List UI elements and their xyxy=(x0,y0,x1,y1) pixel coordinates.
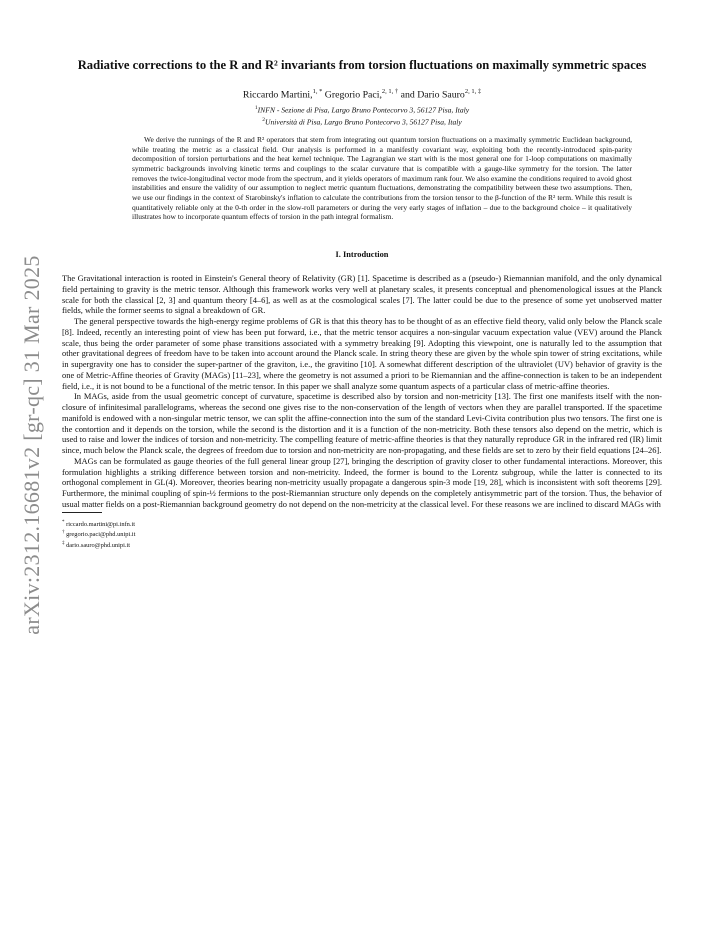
arxiv-id: arXiv:2312.16681v2 [gr-qc] 31 Mar 2025 xyxy=(19,255,44,635)
paragraph: The general perspective towards the high-energy regime problems of GR is that this theory has to be thought of as an effective field theory, valid only below the Planck scale [8]. Indeed, recently an interesting point of view has been put forward, i.e., that the metric tensor acquires a non-singular vacuum expectation value (VEV) around the Planck scale, thus being the order parameter of some phase transitions associated with a symmetry breaking [9]. Adopting this viewpoint, one is naturally led to the assumption that other gravitational degrees of freedom have to be taken into account around the Planck scale. In string theory these are given by the whole spin tower of string excitations, while in supergravity one has to consider the super-partner of the graviton, i.e., the gravitino [10]. A somewhat different description of the ultraviolet (UV) behavior of gravity is the one of Metric-Affine theories of Gravity (MAGs) [11–23], where the geometry is not assumed a priori to be Riemannian and the affine-connection is taken to be an independent field, i.e., it is not bound to be a functional of the metric tensor. In this paper we shall analyze some quantum aspects of a particular class of metric-affine theories. xyxy=(62,316,662,391)
affiliation-text: INFN - Sezione di Pisa, Largo Bruno Pontecorvo 3, 56127 Pisa, Italy xyxy=(257,105,470,115)
paragraph: MAGs can be formulated as gauge theories of the full general linear group [27], bringing the description of gravity closer to other fundamental interactions. Moreover, this formulation highlights a striking difference between torsion and non-metricity. Indeed, the former is bound to the Lorentz subgroup, while the latter is connected to its orthogonal complement in GL(4). Moreover, theories bearing non-metricity usually propagate a dangerous spin-3 mode [19, 28], which is inconsistent with soft theorems [29]. Furthermore, the minimal coupling of spin-½ fermions to the post-Riemannian structure only depends on the completely antisymmetric part of the torsion. Thus, the behavior of usual matter fields on a post-Riemannian background geometry do not depend on the non-metricity at the classical level. For these reasons we are inclined to discard MAGs with xyxy=(62,455,662,509)
footnote xyxy=(62,529,662,539)
footnote-mark: * xyxy=(62,519,65,525)
footnote-email[interactable]: riccardo.martini@pi.infn.it xyxy=(66,520,135,528)
footnote-mark: ‡ xyxy=(62,540,65,546)
affiliation xyxy=(62,115,662,128)
paragraph: The Gravitational interaction is rooted in Einstein's General theory of Relativity (GR) [1]. Spacetime is described as a (pseudo-) Riemannian manifold, and the only dynamical field pertaining to gravity is the metric tensor. Although this framework works very well at planetary scales, it presents conceptual and phenomenological issues at the Planck scale for both the classical [2, 3] and quantum theory [4–6], as well as at the cosmological scales [7]. The latter could be due to the presence of some yet unobserved matter fields, while the former seems to signal a breakdown of GR. xyxy=(62,273,662,316)
abstract: We derive the runnings of the R and R² operators that stem from integrating out quantum torsion fluctuations on a maximally symmetric Euclidean background, while treating the metric as a classical field. Our analysis is performed in a manifestly covariant way, exploiting both the recently-introduced spin-parity decomposition of torsion perturbations and the heat kernel technique. The Lagrangian we start with is the most general one for 1-loop computations on maximally symmetric backgrounds involving kinetic terms and couplings to the scalar curvature that is compatible with a gauge-like symmetry for the torsion. The latter removes the twice-longitudinal vector mode from the spectrum, and it yields operators of maximum rank four. We also examine the conditions required to avoid ghost instabilities and ensure the validity of our assumption to neglect metric quantum fluctuations, demonstrating the compatibility between these two assumptions. Then, we use our findings in the context of Starobinsky's inflation to calculate the contributions from the torsion tensor to the β-function of the R² term. While this result is quantitatively reliable only at the 0-th order in the slow-roll parameters or during the very early stages of inflation – due to the background choice – it qualitatively illustrates how to incorporate quantum effects of torsion in the path integral formalism. xyxy=(132,134,632,222)
footnotes xyxy=(62,519,662,550)
body-text xyxy=(62,273,662,510)
author-mark: 1, * xyxy=(312,87,323,95)
footnote-mark: † xyxy=(62,530,65,536)
author-list xyxy=(62,88,662,100)
arxiv-identifier-sidebar xyxy=(14,255,50,635)
author-name: Gregorio Paci, xyxy=(324,88,382,100)
footnote-email[interactable]: gregorio.paci@phd.unipi.it xyxy=(66,531,136,539)
affiliation-text: Università di Pisa, Largo Bruno Pontecorvo 3, 56127 Pisa, Italy xyxy=(265,117,462,127)
author-mark: 2, 1, ‡ xyxy=(464,87,482,95)
footnote-rule xyxy=(62,512,102,513)
paper-title: Radiative corrections to the R and R² invariants from torsion fluctuations on maximally symmetric spaces xyxy=(77,58,647,72)
affiliation xyxy=(62,103,662,116)
affiliation-number: 1 xyxy=(254,104,258,111)
footnote xyxy=(62,519,662,529)
paper-page xyxy=(62,58,662,550)
paragraph: In MAGs, aside from the usual geometric concept of curvature, spacetime is described also by torsion and non-metricity [13]. The first one manifests itself with the non-closure of infinitesimal parallelograms, whereas the second one gives rise to the non-conservation of the length of vectors when they are parallel transported. If the spacetime manifold is endowed with a non-singular metric tensor, we can split the affine-connection into the sum of the standard Levi-Civita contribution plus two tensors. The first one is the contortion and it depends on the torsion, while the second is the distortion and it is a function of the non-metricity. Both these tensors also depend on the metric, which is used to raise and lower the indices of torsion and non-metricity. The compelling feature of metric-affine theories is that they naturally reproduce GR in the infrared red (IR) limit since, much below the Planck scale, the degrees of freedom due to torsion and non-metricity are non-propagating, and these fields are set to zero by their field equations [24–26]. xyxy=(62,391,662,456)
author-name: Riccardo Martini, xyxy=(242,88,313,100)
author-mark: 2, 1, † xyxy=(381,87,399,95)
footnote-email[interactable]: dario.sauro@phd.unipi.it xyxy=(66,541,131,549)
section-heading: I. Introduction xyxy=(335,250,389,260)
affiliation-number: 2 xyxy=(262,117,266,124)
author-name: and Dario Sauro xyxy=(400,88,465,100)
footnote xyxy=(62,540,662,550)
